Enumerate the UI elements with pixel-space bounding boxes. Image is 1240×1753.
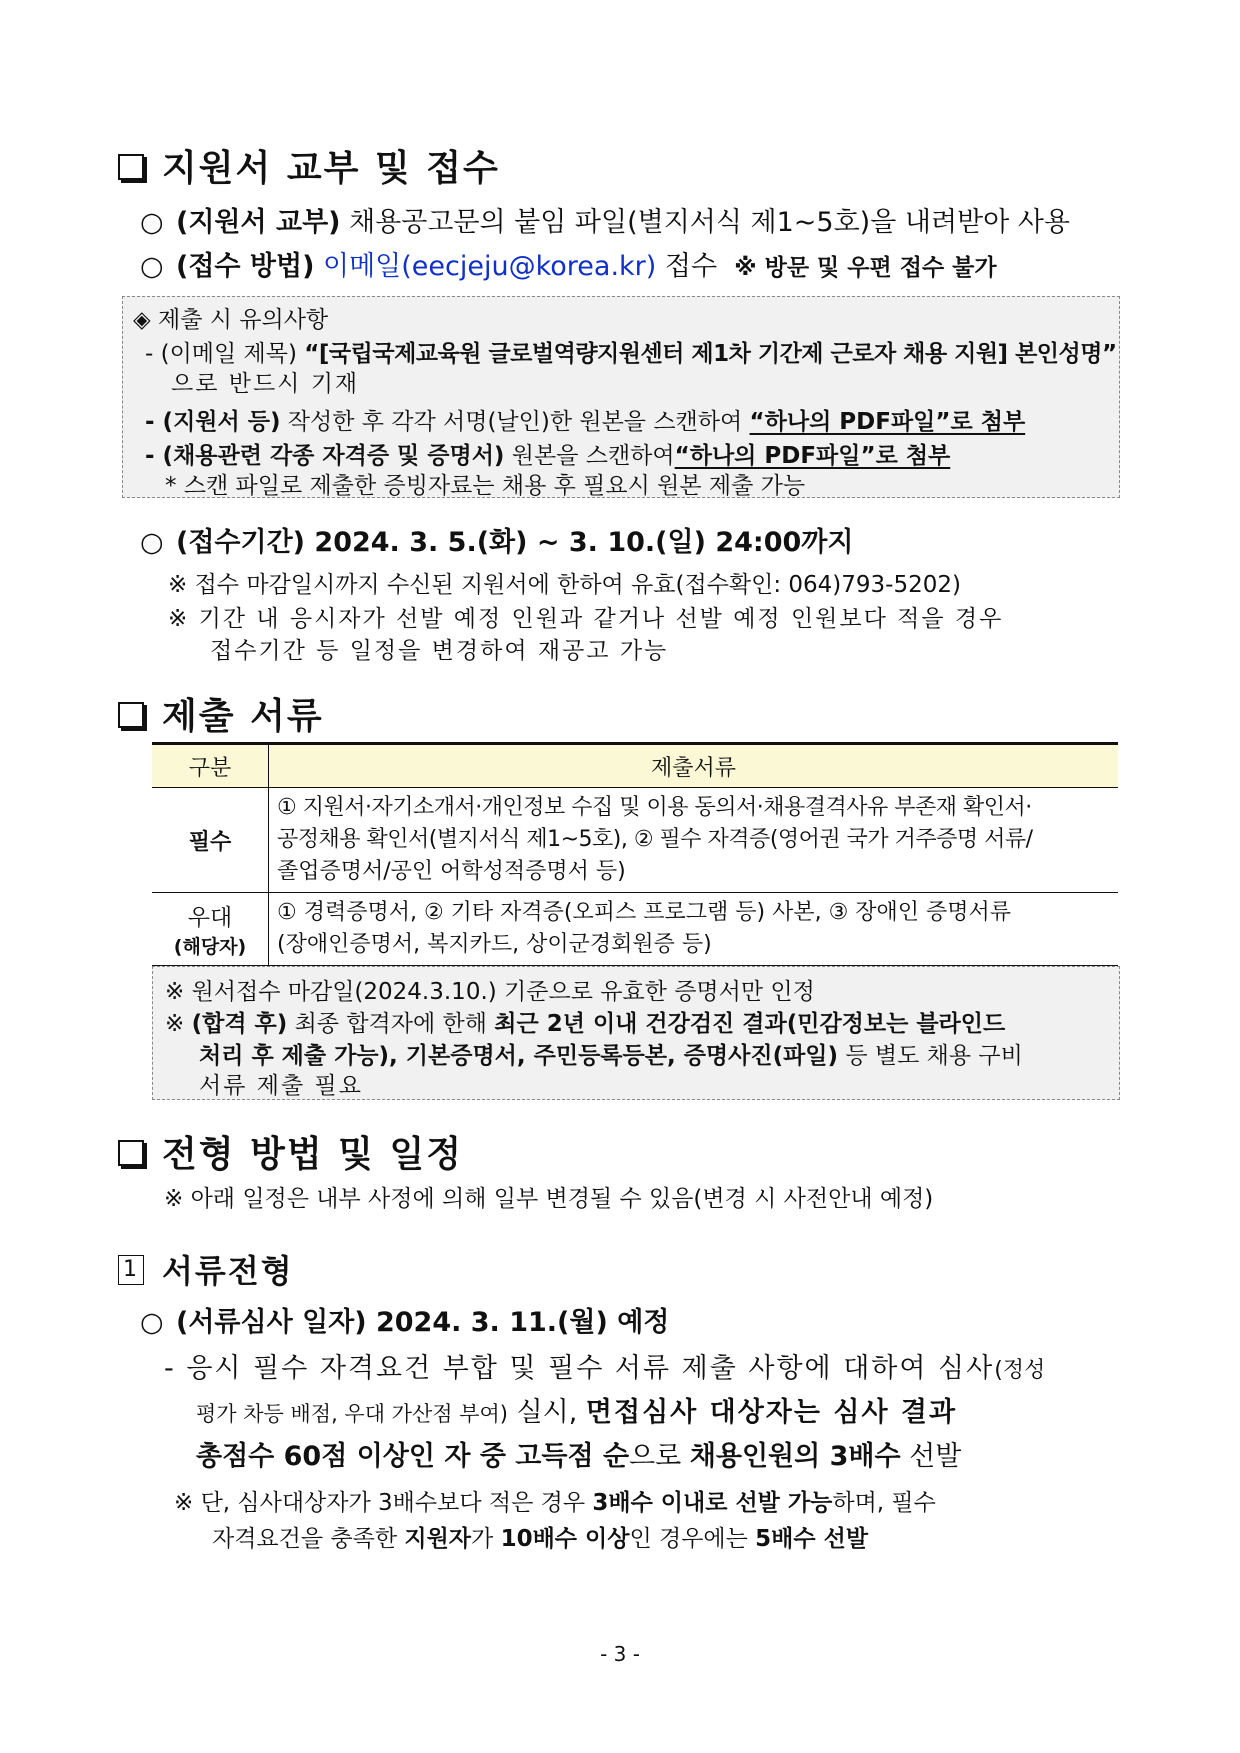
note-ten-times: 자격요건을 충족한 지원자가 10배수 이상인 경우에는 5배수 선발 xyxy=(212,1526,869,1552)
note-after-pass: ※ (합격 후) 최종 합격자에 한해 최근 2년 이내 건강검진 결과(민감정보는 블라인드 xyxy=(165,1011,1006,1037)
table-header-documents: 제출서류 xyxy=(650,755,736,781)
number-box-icon: 1 xyxy=(118,1255,144,1285)
notice-item-email-cont: 으로 반드시 기재 xyxy=(171,371,360,397)
note-valid-certificates: ※ 원서접수 마감일(2024.3.10.) 기준으로 유효한 증명서만 인정 xyxy=(165,979,815,1005)
subsection-title-document-screening: 1 서류전형 xyxy=(118,1246,294,1292)
line-method: ○ (접수 방법) 이메일(eecjeju@korea.kr) 접수 ※ 방문 및 우편 접수 불가 xyxy=(140,251,997,282)
line-distribution: ○ (지원서 교부) 채용공고문의 붙임 파일(별지서식 제1~5호)을 내려받아 사용 xyxy=(140,207,1070,238)
desc-screening-1: - 응시 필수 자격요건 부합 및 필수 서류 제출 사항에 대하여 심사(정성 xyxy=(164,1353,1046,1384)
submission-notice-box xyxy=(122,296,1120,498)
square-bullet-icon xyxy=(118,1140,144,1166)
email-link[interactable]: 이메일(eecjeju@korea.kr) xyxy=(323,251,657,282)
notice-item-email: - (이메일 제목) “[국립국제교육원 글로벌역량지원센터 제1차 기간제 근로자 채용 지원] 본인성명” xyxy=(145,341,1117,367)
notice-item-form: - (지원서 등) 작성한 후 각각 서명(날인)한 원본을 스캔하여 “하나의 PDF파일”로 첨부 xyxy=(145,409,1026,435)
desc-screening-3: 총점수 60점 이상인 자 중 고득점 순으로 채용인원의 3배수 선발 xyxy=(196,1441,962,1472)
note-after-pass-cont: 처리 후 제출 가능), 기본증명서, 주민등록등본, 증명사진(파일) 등 별도 채용 구비 xyxy=(199,1043,1023,1069)
line-period: ○ (접수기간) 2024. 3. 5.(화) ~ 3. 10.(일) 24:00까지 xyxy=(140,527,854,558)
table-cell-docs: ① 경력증명서, ② 기타 자격증(오피스 프로그램 등) 사본, ③ 장애인 증명서류 (장애인증명서, 복지카드, 상이군경회원증 등) xyxy=(277,900,1012,957)
notice-item-scan: * 스캔 파일로 제출한 증빙자료는 채용 후 필요시 원본 제출 가능 xyxy=(165,473,806,499)
documents-table-wrap xyxy=(152,742,1118,967)
note-after-pass-end: 서류 제출 필요 xyxy=(199,1073,363,1099)
notice-item-certificates: - (채용관련 각종 자격증 및 증명서) 원본을 스캔하여“하나의 PDF파일”로 첨부 xyxy=(145,443,951,469)
note-three-times: ※ 단, 심사대상자가 3배수보다 적은 경우 3배수 이내로 선발 가능하며, 필수 xyxy=(174,1490,936,1516)
documents-notice-box xyxy=(152,966,1120,1100)
note-validity: ※ 접수 마감일시까지 수신된 지원서에 한하여 유효(접수확인: 064)793-5202) xyxy=(168,572,961,598)
section-title-application: 지원서 교부 및 접수 xyxy=(118,140,500,191)
page-number: - 3 - xyxy=(600,1642,640,1666)
note-reannounce: ※ 기간 내 응시자가 선발 예정 인원과 같거나 선발 예정 인원보다 적을 경우 xyxy=(168,606,1004,632)
note-reannounce-cont: 접수기간 등 일정을 변경하여 재공고 가능 xyxy=(210,638,669,664)
table-cell-category: 우대 (해당자) xyxy=(152,893,269,967)
table-row-preferred xyxy=(152,893,1118,967)
notice-box-title: ◈ 제출 시 유의사항 xyxy=(133,307,329,333)
line-screening-date: ○ (서류심사 일자) 2024. 3. 11.(월) 예정 xyxy=(140,1307,670,1338)
square-bullet-icon xyxy=(118,154,144,180)
section-title-schedule: 전형 방법 및 일정 xyxy=(118,1126,463,1177)
table-row-required xyxy=(152,788,1118,893)
desc-screening-2: 평가 차등 배점, 우대 가산점 부여) 실시, 면접심사 대상자는 심사 결과 xyxy=(196,1397,958,1428)
table-cell-category: 필수 xyxy=(152,788,269,893)
note-schedule-change: ※ 아래 일정은 내부 사정에 의해 일부 변경될 수 있음(변경 시 사전안내 예정) xyxy=(164,1186,934,1212)
documents-table xyxy=(152,742,1118,967)
square-bullet-icon xyxy=(118,702,144,728)
table-header-category: 구분 xyxy=(152,744,269,788)
section-title-documents: 제출 서류 xyxy=(118,688,324,739)
table-cell-docs: ① 지원서·자기소개서·개인정보 수집 및 이용 동의서·채용결격사유 부존재 확인서· 공정채용 확인서(별지서식 제1~5호), ② 필수 자격증(영어권 국가 거주증명 서류/ 졸업증명서/공인 어학성적증명서 등) xyxy=(277,795,1033,884)
